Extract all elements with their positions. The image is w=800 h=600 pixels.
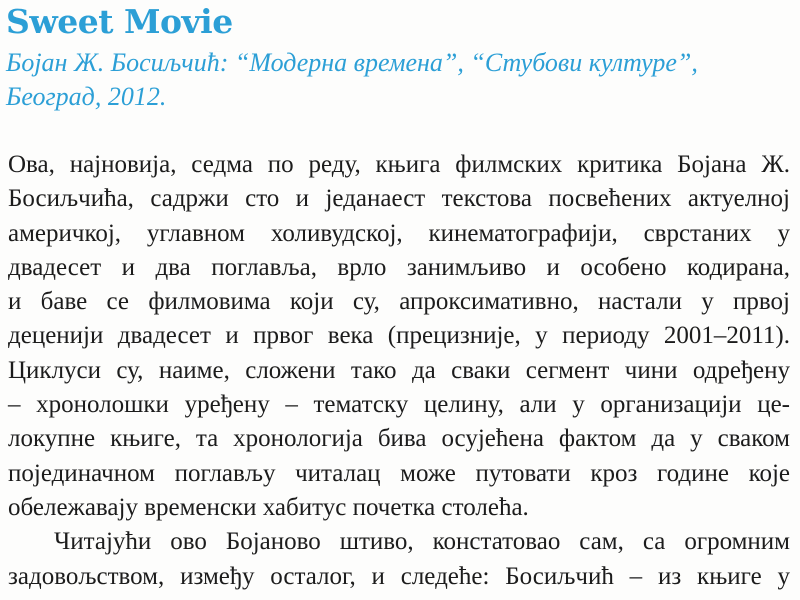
- body-line: деценији двадесет и првог века (прецизније, у периоду 2001–2011).: [8, 322, 790, 350]
- body-line: задовољством, између осталог, и следеће: Босиљчић – из књиге у: [8, 562, 790, 590]
- body-line: Циклуси су, наиме, сложени тако да сваки сегмент чини одређену: [8, 356, 790, 384]
- body-line: појединачном поглављу читалац може путовати кроз године које: [8, 459, 790, 487]
- body-line: и баве се филмовима који су, апроксимативно, настали у првој: [8, 288, 790, 316]
- body-line: обележавају временски хабитус почетка столећа.: [8, 493, 529, 521]
- book-citation: [6, 46, 786, 114]
- body-line: америчкој, углавном холивудској, кинематографији, сврстаних у: [8, 219, 790, 247]
- body-line: – хронолошки уређену – тематску целину, али у организацији це-: [8, 391, 790, 419]
- body-line: локупне књиге, та хронологија бива осујећена фактом да у сваком: [8, 425, 790, 453]
- body-line-paragraph-start: Читајући ово Бојаново штиво, констатовао сам, са огромним: [54, 528, 790, 556]
- article-title: Sweet Movie: [6, 2, 233, 41]
- body-line: Босиљчића, садржи сто и једанаест текстова посвећених актуелној: [8, 185, 790, 213]
- article-body: [8, 148, 790, 594]
- body-line: Ова, најновија, седма по реду, књига филмских критика Бојана Ж.: [8, 151, 790, 178]
- body-line: двадесет и два поглавља, врло занимљиво и особено кодирана,: [8, 253, 790, 281]
- citation-line-2: Београд, 2012.: [6, 82, 167, 111]
- citation-line-1: Бојан Ж. Босиљчић: “Модерна времена”, “Стубови културе”,: [6, 48, 698, 77]
